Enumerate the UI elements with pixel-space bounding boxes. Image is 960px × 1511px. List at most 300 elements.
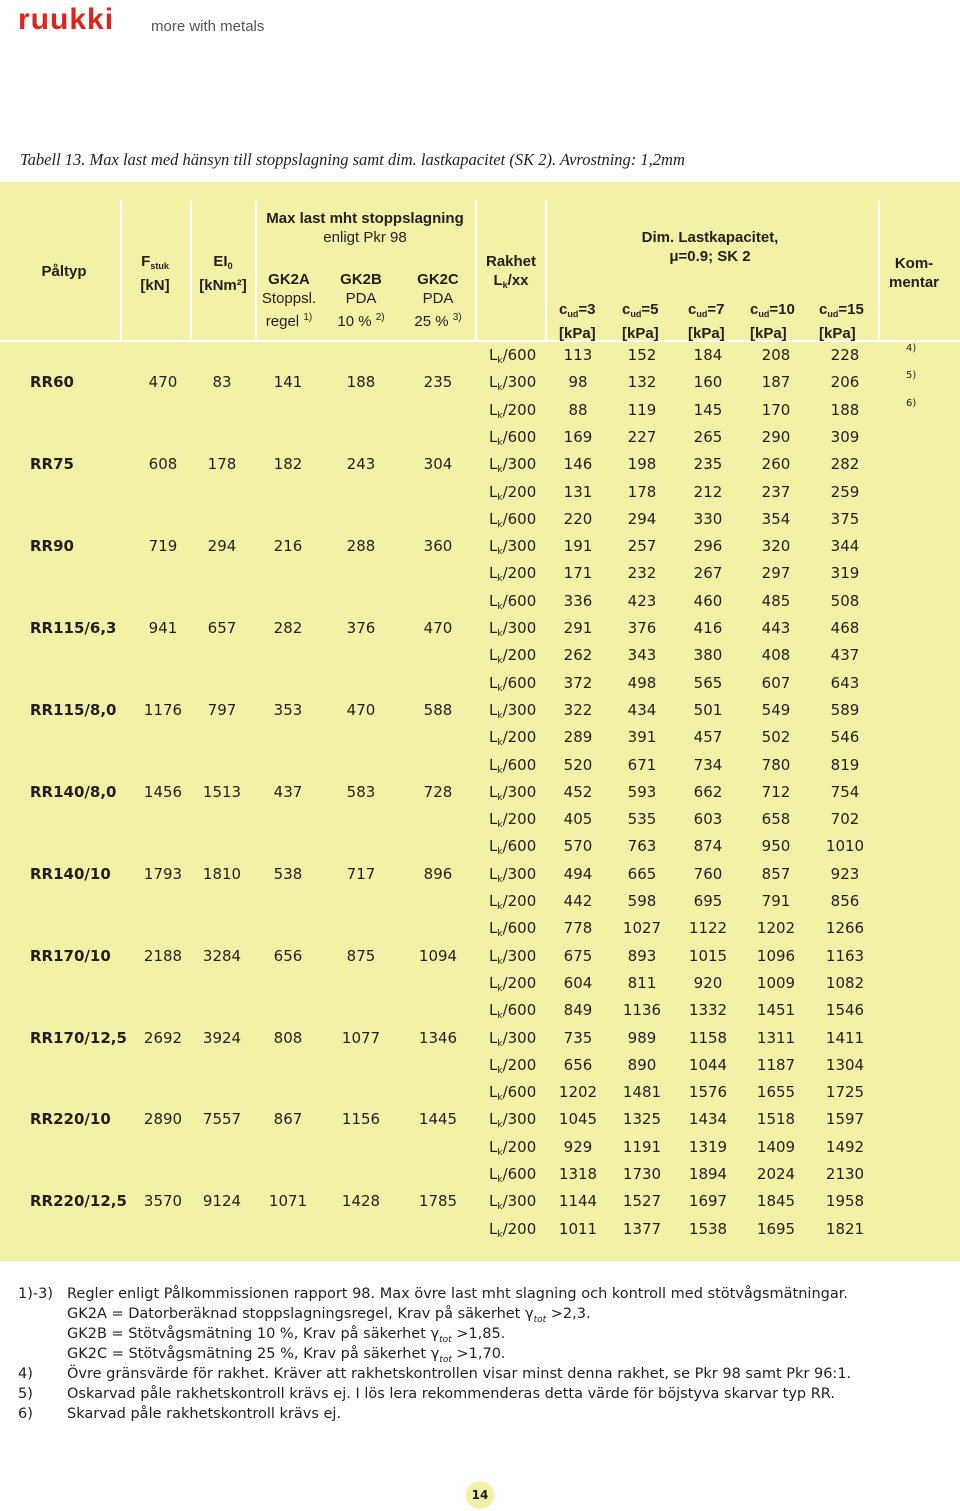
capacity-cell: 890 <box>627 1055 657 1074</box>
pile-type: RR220/12,5 <box>30 1192 127 1211</box>
rakhet-label: $L_k/300$ <box>489 373 537 394</box>
cell-gk2b: 717 <box>346 864 376 883</box>
footnote-text: GK2B = Stötvågsmätning 10 %, Krav på säkerhet $\gamma_{tot} >1,85$. <box>67 1326 506 1345</box>
capacity-cell: 675 <box>563 946 593 965</box>
capacity-cell: 658 <box>761 810 791 829</box>
capacity-cell: 146 <box>563 455 593 474</box>
capacity-cell: 88 <box>568 400 588 419</box>
rakhet-label: $L_k/300$ <box>489 455 537 476</box>
capacity-cell: 1518 <box>756 1110 796 1129</box>
rakhet-label: $L_k/200$ <box>489 482 537 503</box>
cell-gk2c: 1094 <box>418 946 458 965</box>
header-divider <box>545 200 547 340</box>
capacity-cell: 494 <box>563 864 593 883</box>
cell-gk2a: 353 <box>273 700 303 719</box>
capacity-cell: 1045 <box>558 1110 598 1129</box>
capacity-cell: 485 <box>761 591 791 610</box>
capacity-cell: 1027 <box>622 919 662 938</box>
capacity-cell: 811 <box>627 973 657 992</box>
header-dim: Dim. Lastkapacitet, μ=0.9; SK 2 <box>641 229 779 265</box>
capacity-cell: 257 <box>627 537 657 556</box>
capacity-cell: 227 <box>627 427 657 446</box>
capacity-cell: 265 <box>693 427 723 446</box>
rakhet-label: $L_k/200$ <box>489 1137 537 1158</box>
pile-type: RR90 <box>30 537 74 556</box>
cell-f: 470 <box>148 373 178 392</box>
capacity-cell: 319 <box>830 564 860 583</box>
cell-gk2b: 288 <box>346 537 376 556</box>
cell-gk2a: 141 <box>273 373 303 392</box>
header-paltyp: Påltyp <box>41 263 87 280</box>
capacity-cell: 1481 <box>622 1083 662 1102</box>
header-maxlast: Max last mht stoppslagning enligt Pkr 98 <box>266 210 464 246</box>
header-ei: $EI_0$ [kNm²] <box>199 253 247 294</box>
capacity-cell: 443 <box>761 619 791 637</box>
capacity-cell: 1730 <box>622 1165 662 1183</box>
cell-f: 719 <box>148 537 178 556</box>
footnote-text: Regler enligt Pålkommissionen rapport 98. Max övre last mht slagning och kontroll med stötvågsmätningar. <box>67 1286 848 1302</box>
cell-ei: 797 <box>207 700 237 719</box>
capacity-cell: 929 <box>563 1137 593 1156</box>
capacity-cell: 735 <box>563 1028 593 1047</box>
capacity-cell: 819 <box>830 755 860 774</box>
capacity-cell: 857 <box>761 864 791 883</box>
capacity-cell: 98 <box>568 373 588 392</box>
capacity-cell: 1311 <box>756 1028 796 1047</box>
capacity-cell: 208 <box>761 346 791 364</box>
cell-gk2b: 470 <box>346 700 376 719</box>
capacity-cell: 502 <box>761 728 791 747</box>
capacity-cell: 391 <box>627 728 657 747</box>
capacity-cell: 178 <box>627 482 657 501</box>
capacity-cell: 989 <box>627 1028 657 1047</box>
capacity-cell: 282 <box>830 455 860 474</box>
capacity-cell: 1325 <box>622 1110 662 1129</box>
capacity-cell: 1377 <box>622 1219 662 1238</box>
capacity-cell: 671 <box>627 755 657 774</box>
capacity-cell: 604 <box>563 973 593 992</box>
rakhet-label: $L_k/600$ <box>489 837 537 858</box>
capacity-cell: 1158 <box>688 1028 728 1047</box>
capacity-cell: 113 <box>563 346 593 364</box>
cell-ei: 178 <box>207 455 237 474</box>
capacity-cell: 662 <box>693 782 723 801</box>
pile-type: RR140/8,0 <box>30 782 117 801</box>
cell-gk2b: 1077 <box>341 1028 381 1047</box>
capacity-cell: 460 <box>693 591 723 610</box>
capacity-cell: 695 <box>693 892 723 910</box>
capacity-cell: 408 <box>761 646 791 665</box>
rakhet-label: $L_k/200$ <box>489 400 537 421</box>
capacity-cell: 434 <box>627 700 657 719</box>
capacity-cell: 603 <box>693 810 723 829</box>
cell-ei: 1513 <box>202 782 242 801</box>
table-panel <box>0 182 960 1261</box>
capacity-cell: 849 <box>563 1001 593 1020</box>
capacity-cell: 754 <box>830 782 860 801</box>
capacity-cell: 187 <box>761 373 791 392</box>
cell-gk2a: 437 <box>273 782 303 801</box>
capacity-cell: 856 <box>830 892 860 910</box>
capacity-cell: 1122 <box>688 919 728 938</box>
header-cud: $c_{ud}=7$ [kPa] <box>688 301 725 342</box>
capacity-cell: 546 <box>830 728 860 747</box>
header-divider <box>190 200 192 340</box>
capacity-cell: 1546 <box>825 1001 865 1020</box>
capacity-cell: 1191 <box>622 1137 662 1156</box>
capacity-cell: 1163 <box>825 946 865 965</box>
cell-ei: 3924 <box>202 1028 242 1047</box>
capacity-cell: 643 <box>830 673 860 692</box>
cell-f: 3570 <box>143 1192 183 1211</box>
cell-ei: 7557 <box>202 1110 242 1129</box>
capacity-cell: 1527 <box>622 1192 662 1211</box>
rakhet-label: $L_k/300$ <box>489 782 537 803</box>
cell-gk2b: 875 <box>346 946 376 965</box>
cell-gk2a: 808 <box>273 1028 303 1047</box>
rakhet-label: $L_k/600$ <box>489 673 537 694</box>
capacity-cell: 132 <box>627 373 657 392</box>
rakhet-label: $L_k/300$ <box>489 619 537 639</box>
capacity-cell: 1492 <box>825 1137 865 1156</box>
capacity-cell: 322 <box>563 700 593 719</box>
cell-f: 2692 <box>143 1028 183 1047</box>
capacity-cell: 1821 <box>825 1219 865 1238</box>
capacity-cell: 375 <box>830 509 860 528</box>
rakhet-label: $L_k/600$ <box>489 1083 537 1104</box>
cell-gk2b: 188 <box>346 373 376 392</box>
capacity-cell: 291 <box>563 619 593 637</box>
capacity-cell: 423 <box>627 591 657 610</box>
capacity-cell: 565 <box>693 673 723 692</box>
capacity-cell: 2130 <box>825 1165 865 1183</box>
capacity-cell: 354 <box>761 509 791 528</box>
header-cud: $c_{ud}=5$ [kPa] <box>622 301 659 342</box>
cell-ei: 83 <box>212 373 232 392</box>
capacity-cell: 131 <box>563 482 593 501</box>
capacity-cell: 712 <box>761 782 791 801</box>
capacity-cell: 309 <box>830 427 860 446</box>
capacity-cell: 1319 <box>688 1137 728 1156</box>
capacity-cell: 780 <box>761 755 791 774</box>
cell-f: 2188 <box>143 946 183 965</box>
cell-gk2a: 656 <box>273 946 303 965</box>
pile-type: RR140/10 <box>30 864 111 883</box>
rakhet-label: $L_k/300$ <box>489 946 537 967</box>
capacity-cell: 170 <box>761 400 791 419</box>
capacity-cell: 607 <box>761 673 791 692</box>
cell-gk2a: 1071 <box>268 1192 308 1211</box>
cell-gk2b: 376 <box>346 619 376 637</box>
capacity-cell: 232 <box>627 564 657 583</box>
capacity-cell: 1332 <box>688 1001 728 1020</box>
rakhet-label: $L_k/200$ <box>489 1055 537 1076</box>
pile-type: RR115/8,0 <box>30 700 117 719</box>
header-gk2a: GK2A Stoppsl. regel $^{1)}$ <box>261 271 317 330</box>
rakhet-label: $L_k/600$ <box>489 1165 537 1185</box>
capacity-cell: 1009 <box>756 973 796 992</box>
ruukki-logo: ruukki <box>18 3 115 36</box>
cell-gk2c: 1445 <box>418 1110 458 1129</box>
pile-type: RR220/10 <box>30 1110 111 1129</box>
capacity-cell: 119 <box>627 400 657 419</box>
capacity-cell: 468 <box>830 619 860 637</box>
header-cud: $c_{ud}=10$ [kPa] <box>750 301 795 342</box>
capacity-cell: 452 <box>563 782 593 801</box>
capacity-cell: 1144 <box>558 1192 598 1211</box>
cell-f: 1176 <box>143 700 183 719</box>
capacity-cell: 874 <box>693 837 723 856</box>
cell-gk2c: 728 <box>423 782 453 801</box>
cell-f: 1793 <box>143 864 183 883</box>
cell-f: 2890 <box>143 1110 183 1129</box>
capacity-cell: 1010 <box>825 837 865 856</box>
rakhet-label: $L_k/300$ <box>489 864 537 885</box>
rakhet-label: $L_k/200$ <box>489 728 537 749</box>
rakhet-label: $L_k/200$ <box>489 810 537 831</box>
capacity-cell: 593 <box>627 782 657 801</box>
capacity-cell: 1538 <box>688 1219 728 1238</box>
rakhet-label: $L_k/300$ <box>489 1110 537 1131</box>
capacity-cell: 508 <box>830 591 860 610</box>
capacity-cell: 297 <box>761 564 791 583</box>
cell-f: 608 <box>148 455 178 474</box>
capacity-cell: 237 <box>761 482 791 501</box>
cell-gk2c: 588 <box>423 700 453 719</box>
capacity-cell: 1015 <box>688 946 728 965</box>
capacity-cell: 1044 <box>688 1055 728 1074</box>
cell-gk2a: 182 <box>273 455 303 474</box>
cell-gk2a: 538 <box>273 864 303 883</box>
capacity-cell: 893 <box>627 946 657 965</box>
header-fstuk: $F_{stuk}$ [kN] <box>140 253 170 294</box>
cell-ei: 657 <box>207 619 237 637</box>
capacity-cell: 535 <box>627 810 657 829</box>
capacity-cell: 1266 <box>825 919 865 938</box>
cell-gk2a: 282 <box>273 619 303 637</box>
header-gk2c: GK2C PDA 25 % $^{3)}$ <box>414 271 462 330</box>
rakhet-label: $L_k/600$ <box>489 755 537 776</box>
capacity-cell: 294 <box>627 509 657 528</box>
page-number: 14 <box>466 1481 494 1509</box>
capacity-cell: 344 <box>830 537 860 556</box>
capacity-cell: 1136 <box>622 1001 662 1020</box>
capacity-cell: 598 <box>627 892 657 910</box>
capacity-cell: 589 <box>830 700 860 719</box>
capacity-cell: 160 <box>693 373 723 392</box>
capacity-cell: 702 <box>830 810 860 829</box>
cell-gk2c: 304 <box>423 455 453 474</box>
capacity-cell: 1845 <box>756 1192 796 1211</box>
rakhet-label: $L_k/300$ <box>489 700 537 721</box>
capacity-cell: 1096 <box>756 946 796 965</box>
header-rakhet: Rakhet $L_k/xx$ <box>485 253 537 290</box>
cell-gk2b: 243 <box>346 455 376 474</box>
cell-gk2c: 1346 <box>418 1028 458 1047</box>
capacity-cell: 260 <box>761 455 791 474</box>
capacity-cell: 665 <box>627 864 657 883</box>
capacity-cell: 1202 <box>558 1083 598 1102</box>
capacity-cell: 267 <box>693 564 723 583</box>
capacity-cell: 1451 <box>756 1001 796 1020</box>
rakhet-label: $L_k/600$ <box>489 919 537 940</box>
capacity-cell: 520 <box>563 755 593 774</box>
capacity-cell: 188 <box>830 400 860 419</box>
capacity-cell: 1695 <box>756 1219 796 1238</box>
capacity-cell: 549 <box>761 700 791 719</box>
rakhet-label: $L_k/600$ <box>489 1001 537 1022</box>
comment-ref: 5) <box>906 370 917 382</box>
capacity-cell: 1725 <box>825 1083 865 1102</box>
capacity-cell: 734 <box>693 755 723 774</box>
rakhet-label: $L_k/300$ <box>489 1192 537 1213</box>
capacity-cell: 950 <box>761 837 791 856</box>
header-divider <box>475 200 477 340</box>
capacity-cell: 1318 <box>558 1165 598 1183</box>
pile-type: RR75 <box>30 455 74 474</box>
footnote-text: Skarvad påle rakhetskontroll krävs ej. <box>67 1406 342 1422</box>
capacity-cell: 206 <box>830 373 860 392</box>
capacity-cell: 1958 <box>825 1192 865 1211</box>
capacity-cell: 330 <box>693 509 723 528</box>
capacity-cell: 343 <box>627 646 657 665</box>
table-caption: Tabell 13. Max last med hänsyn till stoppslagning samt dim. lastkapacitet (SK 2). Avrostning: 1,2mm <box>20 150 685 169</box>
capacity-cell: 1304 <box>825 1055 865 1074</box>
capacity-cell: 171 <box>563 564 593 583</box>
header-cud: $c_{ud}=15$ [kPa] <box>819 301 864 342</box>
footnote-text: Oskarvad påle rakhetskontroll krävs ej. I lös lera rekommenderas detta värde för böjstyva skarvar typ RR. <box>67 1386 835 1402</box>
pile-type: RR170/12,5 <box>30 1028 127 1047</box>
capacity-cell: 1187 <box>756 1055 796 1074</box>
cell-gk2a: 867 <box>273 1110 303 1129</box>
cell-ei: 1810 <box>202 864 242 883</box>
capacity-cell: 1011 <box>558 1219 598 1238</box>
rakhet-label: $L_k/200$ <box>489 1219 537 1240</box>
capacity-cell: 498 <box>627 673 657 692</box>
rakhet-label: $L_k/600$ <box>489 427 537 448</box>
capacity-cell: 2024 <box>756 1165 796 1183</box>
capacity-cell: 228 <box>830 346 860 364</box>
comment-ref: 6) <box>906 397 917 409</box>
capacity-cell: 763 <box>627 837 657 856</box>
capacity-cell: 405 <box>563 810 593 829</box>
capacity-cell: 416 <box>693 619 723 637</box>
capacity-cell: 372 <box>563 673 593 692</box>
capacity-cell: 501 <box>693 700 723 719</box>
pile-type: RR60 <box>30 373 74 392</box>
cell-gk2b: 1428 <box>341 1192 381 1211</box>
tagline: more with metals <box>151 18 265 35</box>
capacity-cell: 145 <box>693 400 723 419</box>
capacity-cell: 1576 <box>688 1083 728 1102</box>
capacity-cell: 570 <box>563 837 593 856</box>
capacity-cell: 923 <box>830 864 860 883</box>
cell-gk2c: 360 <box>423 537 453 556</box>
footnote-text: GK2A = Datorberäknad stoppslagningsregel, Krav på säkerhet $\gamma_{tot} >2,3$. <box>67 1306 591 1325</box>
capacity-cell: 791 <box>761 892 791 910</box>
capacity-cell: 1894 <box>688 1165 728 1183</box>
capacity-cell: 184 <box>693 346 723 364</box>
rakhet-label: $L_k/200$ <box>489 564 537 585</box>
capacity-cell: 437 <box>830 646 860 665</box>
rakhet-label: $L_k/200$ <box>489 892 537 912</box>
capacity-cell: 760 <box>693 864 723 883</box>
capacity-cell: 1202 <box>756 919 796 938</box>
header-cud: $c_{ud}=3$ [kPa] <box>559 301 596 342</box>
header-gk2b: GK2B PDA 10 % $^{2)}$ <box>337 271 385 330</box>
capacity-cell: 1411 <box>825 1028 865 1047</box>
pile-type: RR170/10 <box>30 946 111 965</box>
capacity-cell: 235 <box>693 455 723 474</box>
cell-f: 941 <box>148 619 178 637</box>
cell-gk2c: 470 <box>423 619 453 637</box>
capacity-cell: 920 <box>693 973 723 992</box>
capacity-cell: 320 <box>761 537 791 556</box>
capacity-cell: 1409 <box>756 1137 796 1156</box>
capacity-cell: 262 <box>563 646 593 665</box>
cell-gk2c: 896 <box>423 864 453 883</box>
cell-ei: 294 <box>207 537 237 556</box>
capacity-cell: 152 <box>627 346 657 364</box>
cell-f: 1456 <box>143 782 183 801</box>
cell-gk2b: 583 <box>346 782 376 801</box>
capacity-cell: 259 <box>830 482 860 501</box>
capacity-cell: 376 <box>627 619 657 637</box>
rakhet-label: $L_k/600$ <box>489 591 537 612</box>
cell-ei: 3284 <box>202 946 242 965</box>
comment-ref: 4) <box>906 343 917 354</box>
cell-gk2a: 216 <box>273 537 303 556</box>
footnote-ref: 6) <box>18 1406 33 1422</box>
cell-gk2c: 1785 <box>418 1192 458 1211</box>
capacity-cell: 380 <box>693 646 723 665</box>
capacity-cell: 778 <box>563 919 593 938</box>
footnote-text: GK2C = Stötvågsmätning 25 %, Krav på säkerhet $\gamma_{tot} >1,70$. <box>67 1346 506 1365</box>
footnote-ref: 4) <box>18 1366 33 1382</box>
capacity-cell: 1697 <box>688 1192 728 1211</box>
capacity-cell: 296 <box>693 537 723 556</box>
rakhet-label: $L_k/600$ <box>489 346 537 366</box>
pile-type: RR115/6,3 <box>30 619 117 637</box>
capacity-cell: 220 <box>563 509 593 528</box>
rakhet-label: $L_k/600$ <box>489 509 537 530</box>
header-kommentar: Kom- mentar <box>888 255 940 291</box>
capacity-cell: 290 <box>761 427 791 446</box>
rakhet-label: $L_k/200$ <box>489 646 537 667</box>
footnote-ref: 5) <box>18 1386 33 1402</box>
footnote-ref: 1)-3) <box>18 1286 53 1302</box>
cell-gk2c: 235 <box>423 373 453 392</box>
capacity-cell: 212 <box>693 482 723 501</box>
capacity-cell: 169 <box>563 427 593 446</box>
capacity-cell: 289 <box>563 728 593 747</box>
header-divider <box>255 200 257 340</box>
rakhet-label: $L_k/200$ <box>489 973 537 994</box>
header-divider <box>120 200 122 340</box>
capacity-cell: 1655 <box>756 1083 796 1102</box>
cell-ei: 9124 <box>202 1192 242 1211</box>
capacity-cell: 442 <box>563 892 593 910</box>
header-rule <box>0 340 960 342</box>
capacity-cell: 1597 <box>825 1110 865 1129</box>
capacity-cell: 656 <box>563 1055 593 1074</box>
rakhet-label: $L_k/300$ <box>489 1028 537 1049</box>
capacity-cell: 1082 <box>825 973 865 992</box>
rakhet-label: $L_k/300$ <box>489 537 537 558</box>
capacity-cell: 336 <box>563 591 593 610</box>
cell-gk2b: 1156 <box>341 1110 381 1129</box>
footnote-text: Övre gränsvärde för rakhet. Kräver att rakhetskontrollen visar minst denna rakhet, se Pkr 98 samt Pkr 96:1. <box>67 1366 852 1382</box>
